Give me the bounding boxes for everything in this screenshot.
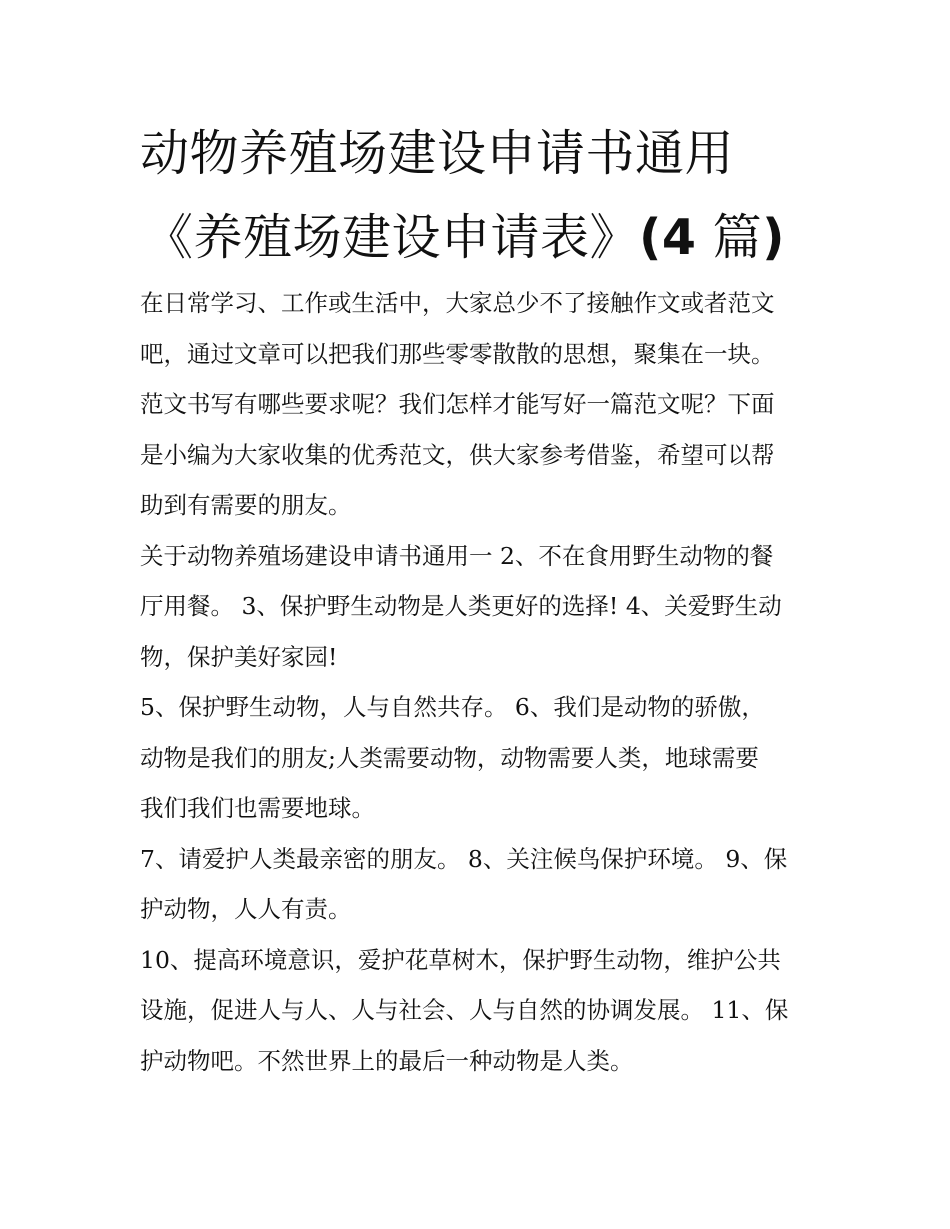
title-line-2-prefix: 《养殖场建设申请表》 [144, 209, 640, 266]
title-line-2-unit: 篇 [712, 209, 763, 266]
text-line: 10、提高环境意识，爱护花草树木，保护野生动物，维护公共 [140, 945, 781, 974]
text-line: 护动物，人人有责。 [140, 895, 352, 923]
text-line: 物，保护美好家园! [140, 642, 338, 671]
text-line: 是小编为大家收集的优秀范文，供大家参考借鉴，希望可以帮 [140, 440, 775, 469]
text-line: 助到有需要的朋友。 [140, 491, 352, 519]
paragraph-slogans-1 [140, 531, 820, 683]
title-line-2 [140, 196, 840, 280]
text-line: 动物是我们的朋友;人类需要动物，动物需要人类，地球需要 [140, 743, 759, 772]
text-line: 在日常学习、工作或生活中，大家总少不了接触作文或者范文 [140, 289, 775, 317]
paragraph-intro [140, 278, 820, 531]
page-title [140, 112, 840, 280]
text-line: 护动物吧。不然世界上的最后一种动物是人类。 [140, 1046, 634, 1075]
text-line: 7、请爱护人类最亲密的朋友。 8、关注候鸟保护环境。 9、保 [140, 844, 788, 873]
document-body [140, 278, 820, 1086]
paragraph-slogans-4 [140, 935, 820, 1087]
title-line-2-close: ) [762, 209, 786, 266]
title-line-1: 动物养殖场建设申请书通用 [140, 125, 735, 182]
text-line: 吧，通过文章可以把我们那些零零散散的思想，聚集在一块。 [140, 339, 775, 368]
text-line: 我们我们也需要地球。 [140, 794, 375, 822]
text-line: 设施，促进人与人、人与社会、人与自然的协调发展。 11、保 [140, 996, 789, 1024]
title-line-2-count: (4 [639, 209, 697, 266]
text-line: 关于动物养殖场建设申请书通用一 2、不在食用野生动物的餐 [140, 541, 774, 570]
text-line: 范文书写有哪些要求呢？我们怎样才能写好一篇范文呢？下面 [140, 390, 775, 418]
paragraph-slogans-2 [140, 682, 820, 834]
text-line: 厅用餐。 3、保护野生动物是人类更好的选择! 4、关爱野生动 [140, 592, 782, 620]
paragraph-slogans-3 [140, 834, 820, 935]
text-line: 5、保护野生动物，人与自然共存。 6、我们是动物的骄傲， [140, 693, 765, 721]
